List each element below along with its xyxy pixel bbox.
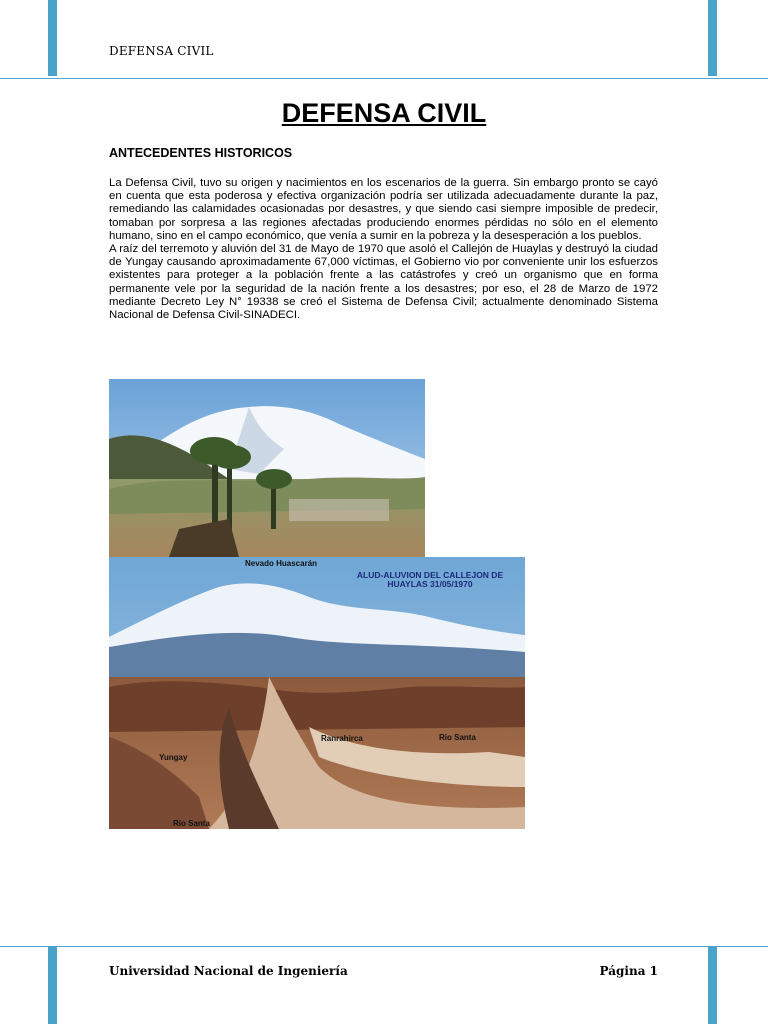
label-nevado-huascaran: Nevado Huascarán xyxy=(245,559,318,568)
page-number: Página 1 xyxy=(599,964,658,978)
mountain-palms-photo xyxy=(109,379,425,557)
running-header: DEFENSA CIVIL xyxy=(109,44,214,58)
header-right-tab xyxy=(708,0,717,76)
footer-rule xyxy=(0,946,768,947)
footer-left-tab xyxy=(48,946,57,1024)
header-rule xyxy=(0,78,768,79)
section-heading: ANTECEDENTES HISTORICOS xyxy=(109,146,293,160)
label-rio-santa-right: Rio Santa xyxy=(439,733,476,742)
header-left-tab xyxy=(48,0,57,76)
paragraph-1: La Defensa Civil, tuvo su origen y nacimientos en los escenarios de la guerra. Sin embargo pronto se cayó en cuenta que esta poderosa y efectiva organización podría ser utilizada adecuadamente durante la paz, remediando las calamidades ocasionadas por desastres, y que siendo casi siempre imposible de predecir, tomaban por sorpresa a las regiones afectadas produciendo enormes pérdidas no sólo en el elemento humano, sino en el campo económico, que venía a sumir en la pobreza y la desesperación a los pueblos. xyxy=(109,177,658,242)
label-ranrahirca: Ranrahirca xyxy=(321,734,363,743)
photo-caption: ALUD-ALUVION DEL CALLEJON DE HUAYLAS 31/05/1970 xyxy=(356,570,504,589)
document-title: DEFENSA CIVIL xyxy=(281,98,487,128)
label-yungay: Yungay xyxy=(159,753,188,762)
paragraph-2: A raíz del terremoto y aluvión del 31 de Mayo de 1970 que asoló el Callejón de Huaylas y destruyó la ciudad de Yungay causando aproximadamente 67,000 víctimas, el Gobierno vio por conveniente unir los esfuerzos existentes para proteger a la población frente a las catástrofes y creó un organismo que en forma permanente vele por la seguridad de la nación frente a los desastres; por eso, el 28 de Marzo de 1972 mediante Decreto Ley N° 19338 se creó el Sistema de Defensa Civil; actualmente denominado Sistema Nacional de Defensa Civil-SINADECI. xyxy=(109,243,658,322)
footer-right-tab xyxy=(708,946,717,1024)
alluvion-aerial-photo xyxy=(109,557,525,829)
section-body xyxy=(109,177,658,322)
footer-institution: Universidad Nacional de Ingeniería xyxy=(109,964,348,978)
label-rio-santa-bottom: Rio Santa xyxy=(173,819,210,828)
